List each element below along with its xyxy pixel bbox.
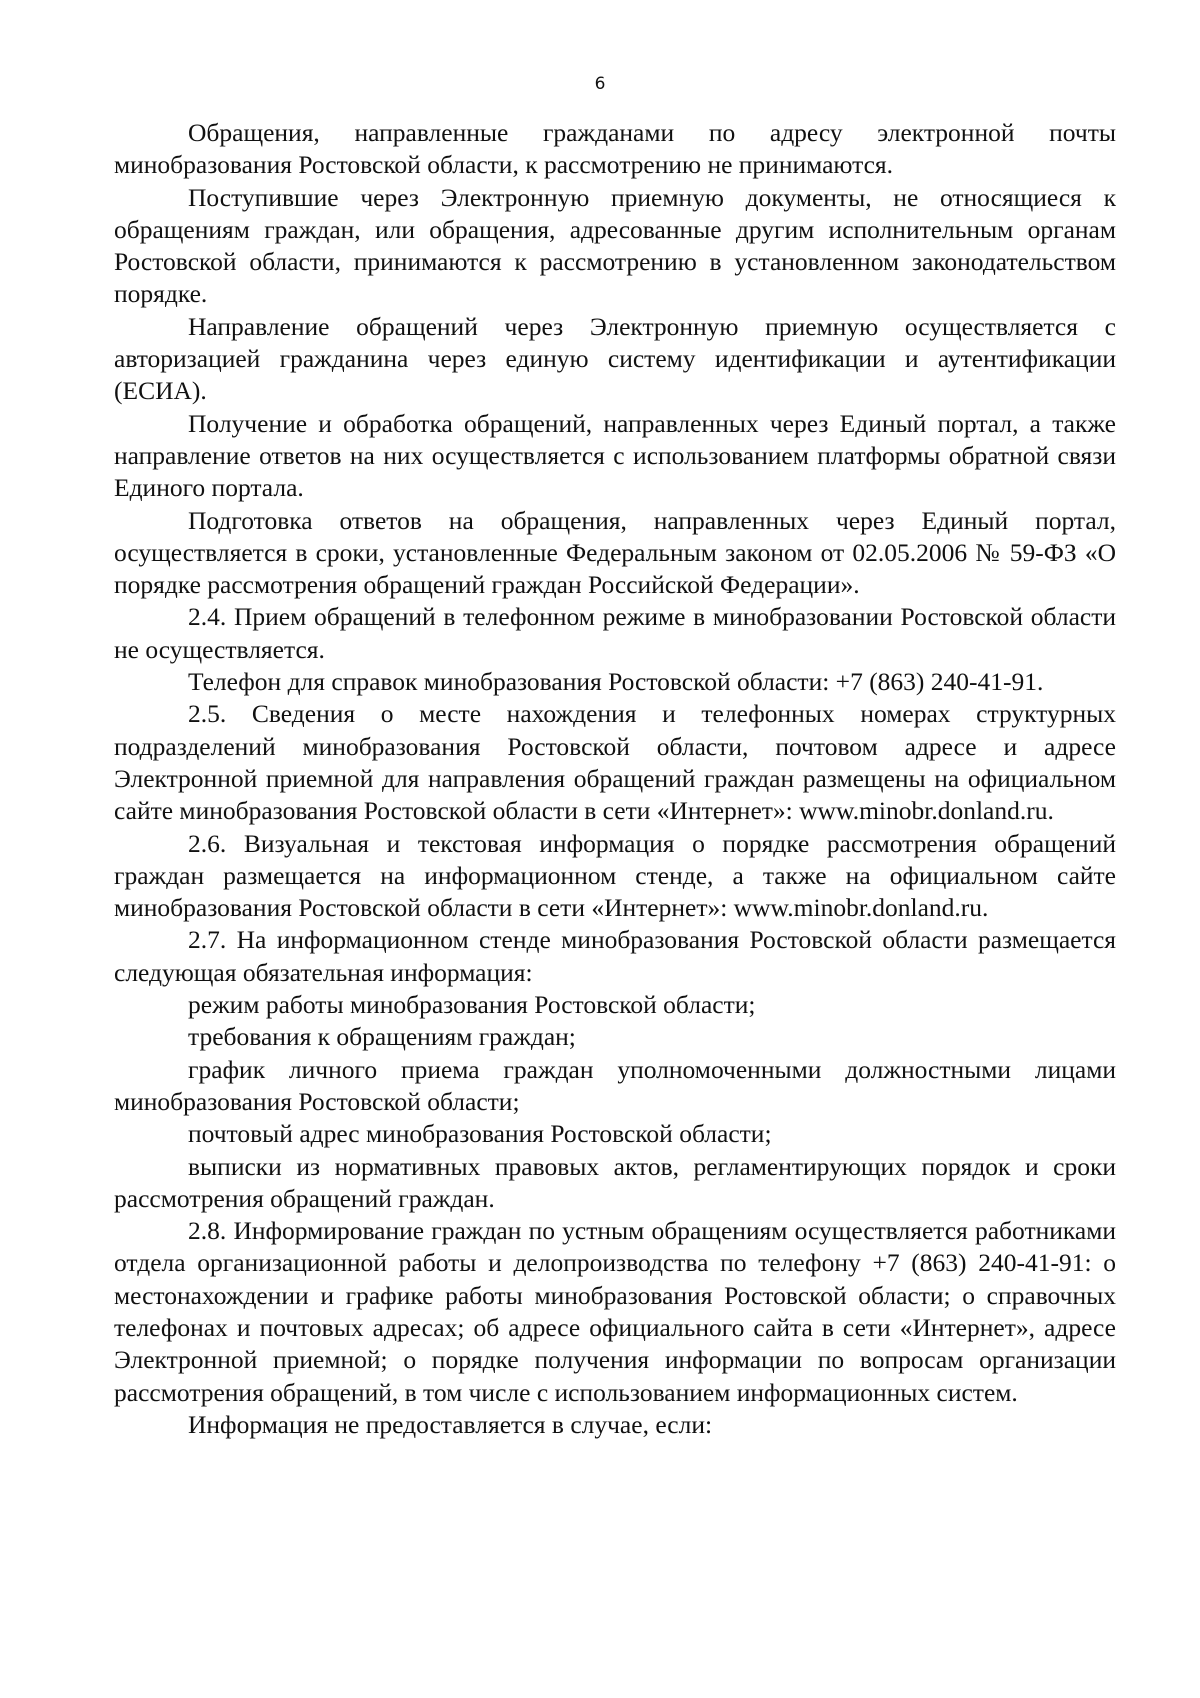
list-item: почтовый адрес минобразования Ростовской области; bbox=[188, 1119, 772, 1149]
paragraph: 2.6. Визуальная и текстовая информация о порядке рассмотрения обращений граждан размещается на информационном стенде, а также на официальном сайте минобразования Ростовской области в сети «Интернет»: www.minobr.donland.ru. bbox=[114, 828, 1116, 923]
list-item: режим работы минобразования Ростовской области; bbox=[188, 990, 756, 1020]
paragraph: Подготовка ответов на обращения, направленных через Единый портал, осуществляется в сроки, установленные Федеральным законом от 02.05.2006 № 59-ФЗ «О порядке рассмотрения обращений граждан Российской Федерации». bbox=[114, 505, 1116, 600]
document-body bbox=[114, 117, 1116, 1441]
paragraph: Получение и обработка обращений, направленных через Единый портал, а также направление ответов на них осуществляется с использованием платформы обратной связи Единого портала. bbox=[114, 408, 1116, 503]
list-item: требования к обращениям граждан; bbox=[188, 1022, 576, 1052]
paragraph: Обращения, направленные гражданами по адресу электронной почты минобразования Ростовской области, к рассмотрению не принимаются. bbox=[114, 118, 1116, 180]
list-item: график личного приема граждан уполномоченными должностными лицами минобразования Ростовской области; bbox=[114, 1054, 1116, 1116]
paragraph: 2.7. На информационном стенде минобразования Ростовской области размещается следующая обязательная информация: bbox=[114, 925, 1116, 987]
page-number: 6 bbox=[594, 74, 606, 94]
paragraph: Поступившие через Электронную приемную документы, не относящиеся к обращениям граждан, или обращения, адресованные другим исполнительным органам Ростовской области, принимаются к рассмотрению в установленном законодательством порядке. bbox=[114, 182, 1116, 309]
paragraph: 2.5. Сведения о месте нахождения и телефонных номерах структурных подразделений минобразования Ростовской области, почтовом адресе и адресе Электронной приемной для направления обращений граждан размещены на официальном сайте минобразования Ростовской области в сети «Интернет»: www.minobr.donland.ru. bbox=[114, 699, 1116, 826]
paragraph: Направление обращений через Электронную приемную осуществляется с авторизацией гражданина через единую систему идентификации и аутентификации (ЕСИА). bbox=[114, 311, 1116, 406]
paragraph: 2.8. Информирование граждан по устным обращениям осуществляется работниками отдела организационной работы и делопроизводства по телефону +7 (863) 240-41-91: о местонахождении и графике работы минобразования Ростовской области; о справочных телефонах и почтовых адресах; об адресе официального сайта в сети «Интернет», адресе Электронной приемной; о порядке получения информации по вопросам организации рассмотрения обращений, в том числе с использованием информационных систем. bbox=[114, 1216, 1116, 1407]
paragraph: Информация не предоставляется в случае, если: bbox=[188, 1409, 713, 1439]
paragraph: Телефон для справок минобразования Ростовской области: +7 (863) 240-41-91. bbox=[188, 667, 1044, 697]
paragraph: 2.4. Прием обращений в телефонном режиме в минобразовании Ростовской области не осуществляется. bbox=[114, 602, 1116, 664]
list-item: выписки из нормативных правовых актов, регламентирующих порядок и сроки рассмотрения обращений граждан. bbox=[114, 1151, 1116, 1213]
